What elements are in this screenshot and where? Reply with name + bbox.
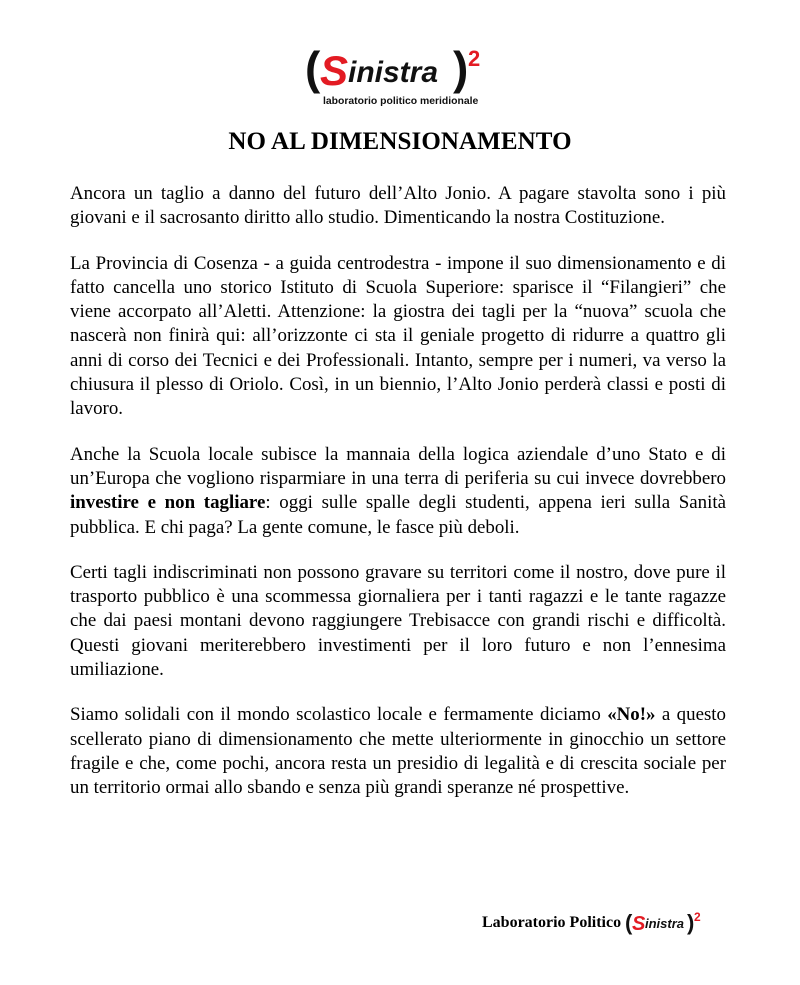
- signature-text: Laboratorio Politico: [482, 914, 622, 931]
- signature: [482, 908, 703, 938]
- sinistra-logo: [305, 44, 495, 108]
- logo-name: inistra: [348, 56, 439, 89]
- page-title: NO AL DIMENSIONAMENTO: [228, 128, 572, 155]
- logo-superscript: 2: [468, 46, 481, 71]
- logo-tagline: laboratorio politico meridionale: [323, 96, 479, 107]
- svg-text:S: S: [320, 47, 349, 94]
- svg-text:): ): [453, 44, 469, 94]
- svg-text:): ): [687, 910, 695, 935]
- emphasis-investire: investire e non tagliare: [70, 492, 266, 514]
- signature-logo-name: inistra: [645, 916, 685, 931]
- signature-logo: [625, 908, 703, 938]
- svg-text:S: S: [632, 913, 646, 935]
- paragraph-3: Anche la Scuola locale subisce la mannaia della logica aziendale d’uno Stato e di un’Europa che vogliono risparmiare in una terra di periferia su cui invece dovrebbero investire e non tagliare: oggi sulle spalle degli studenti, appena ieri sulla Sanità pubblica. E chi paga? La gente comune, le fasce più deboli.: [70, 443, 726, 538]
- svg-text:(: (: [625, 910, 633, 935]
- emphasis-no: «No!»: [607, 704, 656, 726]
- paragraph-1: Ancora un taglio a danno del futuro dell’Alto Jonio. A pagare stavolta sono i più giovani e il sacrosanto diritto allo studio. Dimenticando la nostra Costituzione.: [70, 183, 726, 229]
- svg-text:(: (: [305, 44, 321, 94]
- paragraph-4: Certi tagli indiscriminati non possono gravare su territori come il nostro, dove pure il trasporto pubblico è una scommessa giornaliera per i tanti ragazzi e le tante ragazze che dai paesi montani devono raggiungere Trebisacce con grandi rischi e difficoltà. Questi giovani meriterebbero investimenti per il loro futuro e non l’ennesima umiliazione.: [70, 561, 726, 681]
- paragraph-2: La Provincia di Cosenza - a guida centrodestra - impone il suo dimensionamento e di fatto cancella uno storico Istituto di Scuola Superiore: sparisce il “Filangieri” che viene accorpato all’Aletti. Attenzione: la giostra dei tagli per la “nuova” scuola che nascerà non finirà qui: all’orizzonte ci sta il geniale progetto di ridurre a quattro gli anni di corso dei Tecnici e dei Professionali. Intanto, sempre per i numeri, va verso la chiusura il plesso di Oriolo. Così, in un biennio, l’Alto Jonio perderà classi e posti di lavoro.: [70, 252, 726, 420]
- signature-logo-superscript: 2: [694, 910, 701, 924]
- paragraph-5: Siamo solidali con il mondo scolastico locale e fermamente diciamo «No!» a questo scellerato piano di dimensionamento che mette ulteriormente in ginocchio un settore fragile e che, come pochi, ancora resta un presidio di legalità e di crescita sociale per un territorio ormai allo sbando e senza più grandi speranze né prospettive.: [70, 704, 726, 799]
- article-body: [70, 182, 726, 822]
